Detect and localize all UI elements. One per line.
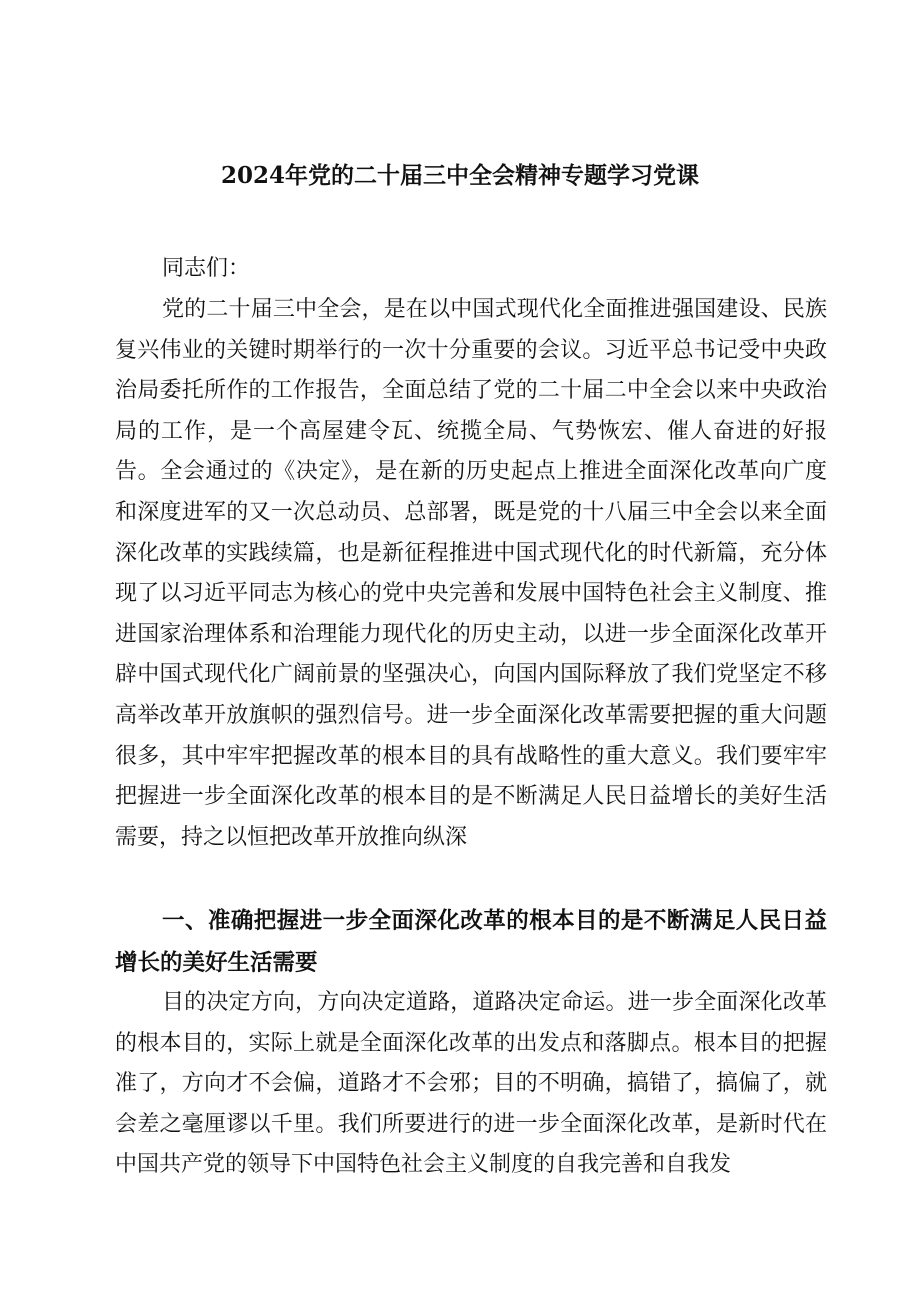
document-title: 2024年党的二十届三中全会精神专题学习党课 xyxy=(220,162,699,189)
section-1-paragraph: 目的决定方向，方向决定道路，道路决定命运。进一步全面深化改革的根本目的，实际上就是全面深化改革的出发点和落脚点。根本目的把握准了，方向才不会偏，道路才不会邪；目的不明确，搞错了，搞偏了，就会差之毫厘谬以千里。我们所要进行的进一步全面深化改革，是新时代在中国共产党的领导下中国特色社会主义制度的自我完善和自我发 xyxy=(115,990,827,1178)
section-heading-1: 一、准确把握进一步全面深化改革的根本目的是不断满足人民日益增长的美好生活需要 xyxy=(115,908,827,976)
salutation: 同志们： xyxy=(162,256,251,281)
paragraph-intro: 党的二十届三中全会，是在以中国式现代化全面推进强国建设、民族复兴伟业的关键时期举行的一次十分重要的会议。习近平总书记受中央政治局委托所作的工作报告，全面总结了党的二十届二中全会以来中央政治局的工作，是一个高屋建令瓦、统揽全局、气势恢宏、催人奋进的好报告。全会通过的《决定》，是在新的历史起点上推进全面深化改革向广度和深度进军的又一次总动员、总部署，既是党的十八届三中全会以来全面深化改革的实践续篇，也是新征程推进中国式现代化的时代新篇，充分体现了以习近平同志为核心的党中央完善和发展中国特色社会主义制度、推进国家治理体系和治理能力现代化的历史主动，以进一步全面深化改革开辟中国式现代化广阔前景的坚强决心，向国内国际释放了我们党坚定不移高举改革开放旗帜的强烈信号。进一步全面深化改革需要把握的重大问题很多，其中牢牢把握改革的根本目的具有战略性的重大意义。我们要牢牢把握进一步全面深化改革的根本目的是不断满足人民日益增长的美好生活需要，持之以恒把改革开放推向纵深 xyxy=(115,297,827,850)
